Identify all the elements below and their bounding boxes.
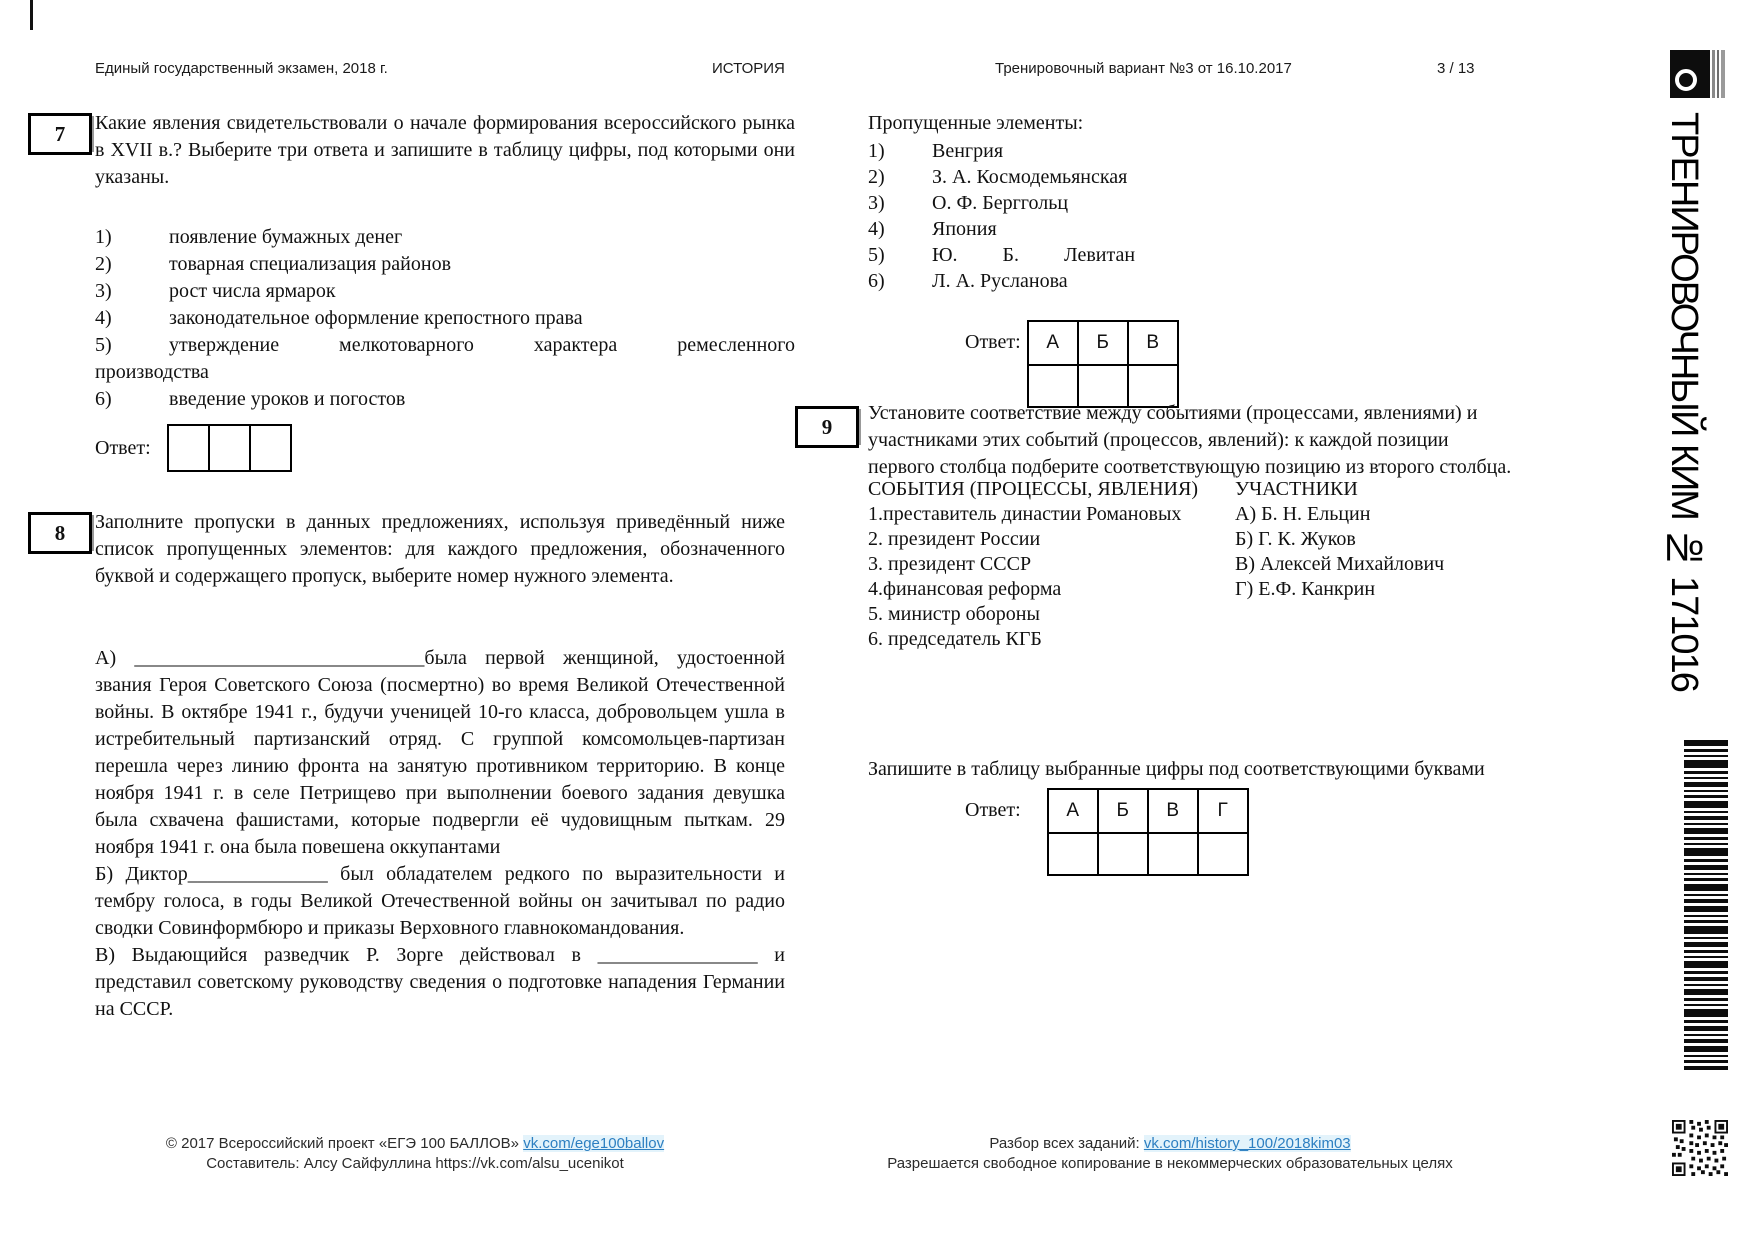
- question-8-number-box: [28, 512, 92, 554]
- q8-answer-table: [1027, 320, 1179, 408]
- answer-cell[interactable]: [250, 425, 291, 471]
- answer-column-letter: Г: [1198, 789, 1248, 833]
- paragraph-a: А) _____________________________была первой женщиной, удостоенной звания Героя Советского Союза (посмертно) во время Великой Отечественной войны. В октябре 1941 г., будучи ученицей 10-го класса, добровольцем ушла в истребительный партизанский отряд. С группой комсомольцев-партизан перешла через линию фронта на занятую противником территорию. В конце ноября 1941 г. в селе Петрищево при выполнении боевого задания девушка была схвачена фашистами, которые подвергли её чудовищным пыткам. 29 ноября 1941 г. она была повешена оккупантами: [95, 647, 785, 858]
- answer-column-letter: Б: [1078, 321, 1128, 365]
- missing-item-text: О. Ф. Берггольц: [932, 192, 1069, 214]
- option-number: 3): [95, 280, 112, 302]
- question-7-number-box: [28, 113, 92, 155]
- answer-cell[interactable]: [209, 425, 250, 471]
- paragraph-v: В) Выдающийся разведчик Р. Зорге действовал в ________________ и представил советскому руководству сведения о подготовке нападения Германии на СССР.: [95, 944, 785, 1020]
- answer-cell[interactable]: [1198, 833, 1248, 875]
- answer-column-letter: А: [1048, 789, 1098, 833]
- question-9-text: Установите соответствие между событиями (процессами, явлениями) и участниками этих событий (процессов, явлений): к каждой позиции первого столбца подберите соответствующую позицию из второго столбца.: [868, 402, 1512, 478]
- footer-copyright: © 2017 Всероссийский проект «ЕГЭ 100 БАЛЛОВ»: [165, 1135, 524, 1152]
- qr-code-icon: [1672, 1120, 1728, 1181]
- missing-elements-list: [868, 138, 1428, 294]
- missing-item-text: Ю. Б. Левитан: [932, 244, 1136, 266]
- question-8-answer-row: [965, 320, 1179, 408]
- answer-label: Ответ:: [965, 799, 1021, 821]
- option-number: 5): [95, 334, 112, 356]
- question-8-paragraphs: [95, 645, 785, 1023]
- event-item: 4.финансовая реформа: [868, 578, 1062, 600]
- question-7-text: Какие явления свидетельствовали о начале формирования всероссийского рынка в XVII в.? Выберите три ответа и запишите в таблицу цифры, под которыми они указаны.: [95, 112, 795, 188]
- footer-left-line2: Составитель: Алсу Сайфуллина https://vk.com/alsu_ucenikot: [206, 1155, 624, 1172]
- q9-answer-table: [1047, 788, 1249, 876]
- option-item: [95, 386, 795, 413]
- missing-item: [868, 138, 1428, 164]
- participant-item: Б) Г. К. Жуков: [1235, 528, 1356, 550]
- footer-right: [880, 1134, 1460, 1174]
- missing-item-text: Япония: [932, 218, 997, 240]
- missing-item: [868, 190, 1428, 216]
- paragraph-b: Б) Диктор______________ был обладателем редкого по выразительности и тембру голоса, в годы Великой Отечественной войны он зачитывал по радио сводки Совинформбюро и приказы Верховного главнокомандования.: [95, 863, 785, 939]
- option-item: [95, 332, 795, 386]
- question-9-note: Запишите в таблицу выбранные цифры под соответствующими буквами: [868, 758, 1485, 780]
- event-item: 6. председатель КГБ: [868, 628, 1042, 650]
- option-text: введение уроков и погостов: [169, 388, 406, 410]
- option-text: законодательное оформление крепостного права: [169, 307, 583, 329]
- question-7-options: [95, 224, 795, 413]
- question-7-number: 7: [54, 121, 66, 146]
- option-item: [95, 278, 795, 305]
- answer-cell[interactable]: [1098, 833, 1148, 875]
- missing-item-number: 5): [868, 244, 885, 266]
- option-number: 1): [95, 226, 112, 248]
- option-number: 2): [95, 253, 112, 275]
- footer-review-label: Разбор всех заданий:: [989, 1135, 1144, 1152]
- footer-left-link[interactable]: vk.com/ege100ballov: [523, 1135, 665, 1152]
- answer-header-row: [1048, 789, 1248, 833]
- option-number: 6): [95, 388, 112, 410]
- header-page-number: 3 / 13: [1437, 60, 1475, 77]
- option-number: 4): [95, 307, 112, 329]
- header-subject: ИСТОРИЯ: [712, 60, 785, 77]
- option-text: появление бумажных денег: [169, 226, 403, 248]
- missing-item-text: Л. А. Русланова: [932, 270, 1068, 292]
- option-item: [95, 305, 795, 332]
- answer-label: Ответ:: [965, 331, 1021, 353]
- header-exam-title: Единый государственный экзамен, 2018 г.: [95, 60, 388, 77]
- participants-column: [1235, 476, 1488, 652]
- events-heading: СОБЫТИЯ (ПРОЦЕССЫ, ЯВЛЕНИЯ): [868, 478, 1198, 500]
- q7-answer-table: [167, 424, 292, 472]
- answer-label: Ответ:: [95, 436, 151, 459]
- answer-cell[interactable]: [1048, 833, 1098, 875]
- answer-column-letter: А: [1028, 321, 1078, 365]
- participant-item: Г) Е.Ф. Канкрин: [1235, 578, 1376, 600]
- header-variant: Тренировочный вариант №3 от 16.10.2017: [995, 60, 1292, 77]
- answer-column-letter: В: [1128, 321, 1178, 365]
- participants-list: [1235, 502, 1488, 602]
- footer-right-link[interactable]: vk.com/history_100/2018kim03: [1143, 1135, 1351, 1152]
- missing-item-number: 4): [868, 218, 885, 240]
- missing-elements-heading: Пропущенные элементы:: [868, 112, 1084, 134]
- footer-right-line1: [880, 1134, 1460, 1154]
- question-9-number: 9: [821, 414, 833, 439]
- crop-mark: [30, 0, 33, 30]
- question-9-number-box: [795, 406, 859, 448]
- event-item: 3. президент СССР: [868, 553, 1032, 575]
- answer-cell[interactable]: [1148, 833, 1198, 875]
- publisher-logo-icon: [1670, 50, 1726, 103]
- option-item: [95, 224, 795, 251]
- barcode-icon: [1684, 740, 1728, 1075]
- question-9-answer-row: [965, 788, 1249, 876]
- missing-item-number: 6): [868, 270, 885, 292]
- question-7-answer-row: [95, 424, 292, 472]
- answer-input-row: [1048, 833, 1248, 875]
- answer-header-row: [1028, 321, 1178, 365]
- question-9-matching: [868, 476, 1488, 652]
- footer-left-line1: [130, 1134, 700, 1154]
- missing-item: [868, 268, 1428, 294]
- question-8-intro: Заполните пропуски в данных предложениях, используя приведённый ниже список пропущенных элементов: для каждого предложения, обозначенного буквой и содержащего пропуск, выберите номер нужного элемента.: [95, 511, 785, 587]
- missing-item: [868, 242, 1428, 268]
- question-8-number: 8: [54, 520, 66, 545]
- missing-item-number: 3): [868, 192, 885, 214]
- answer-cell[interactable]: [168, 425, 209, 471]
- answer-column-letter: В: [1148, 789, 1198, 833]
- missing-item-number: 1): [868, 140, 885, 162]
- participants-heading: УЧАСТНИКИ: [1235, 478, 1358, 500]
- option-text: товарная специализация районов: [169, 253, 452, 275]
- missing-item-number: 2): [868, 166, 885, 188]
- participant-item: В) Алексей Михайлович: [1235, 553, 1445, 575]
- events-list: [868, 502, 1235, 652]
- missing-item-text: Венгрия: [932, 140, 1004, 162]
- event-item: 1.преставитель династии Романовых: [868, 503, 1182, 525]
- answer-column-letter: Б: [1098, 789, 1148, 833]
- option-text: рост числа ярмарок: [169, 280, 336, 302]
- option-item: [95, 251, 795, 278]
- event-item: 5. министр обороны: [868, 603, 1040, 625]
- footer-right-line2: Разрешается свободное копирование в некоммерческих образовательных целях: [887, 1155, 1453, 1172]
- option-text: утверждение мелкотоварного характера ремесленного производства: [95, 334, 795, 383]
- missing-item: [868, 216, 1428, 242]
- missing-item: [868, 164, 1428, 190]
- missing-item-text: З. А. Космодемьянская: [932, 166, 1128, 188]
- events-column: [868, 476, 1235, 652]
- event-item: 2. президент России: [868, 528, 1041, 550]
- kim-vertical-label: ТРЕНИРОВОЧНЫЙ КИМ № 171016: [1663, 112, 1705, 691]
- footer-left: [130, 1134, 700, 1174]
- participant-item: А) Б. Н. Ельцин: [1235, 503, 1371, 525]
